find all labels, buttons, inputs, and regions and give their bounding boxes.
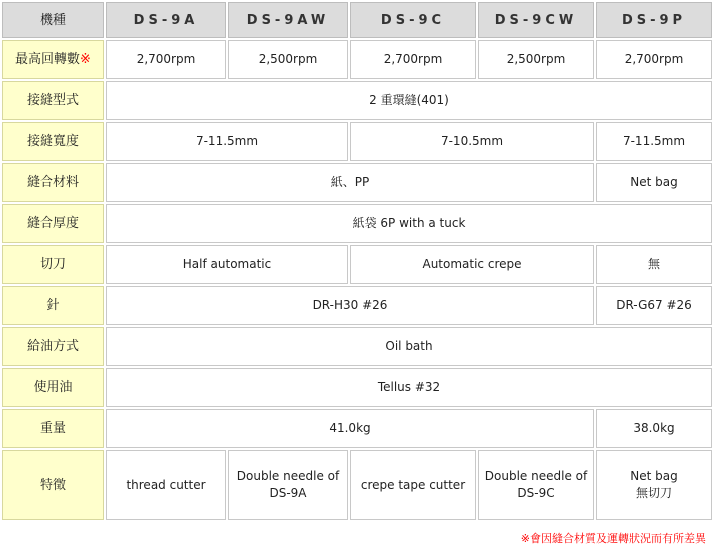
cell-line: thread cutter bbox=[126, 477, 206, 492]
table-cell: DR-H30 #26 bbox=[106, 286, 594, 325]
table-cell: 2,500rpm bbox=[478, 40, 594, 79]
row-label: 給油方式 bbox=[2, 327, 104, 366]
table-cell: 紙袋 6P with a tuck bbox=[106, 204, 712, 243]
header-row bbox=[2, 2, 712, 38]
row-oiling bbox=[2, 327, 712, 366]
table-cell: 38.0kg bbox=[596, 409, 712, 448]
model-header: DS-9CW bbox=[478, 2, 594, 38]
table-cell bbox=[596, 450, 712, 520]
cell-line: DS-9C bbox=[517, 486, 555, 500]
row-label: 縫合材料 bbox=[2, 163, 104, 202]
corner-header: 機種 bbox=[2, 2, 104, 38]
row-label: 縫合厚度 bbox=[2, 204, 104, 243]
cell-line: Double needle of bbox=[236, 469, 340, 483]
row-thickness bbox=[2, 204, 712, 243]
row-cutter bbox=[2, 245, 712, 284]
table-cell: Automatic crepe bbox=[350, 245, 594, 284]
cell-line: crepe tape cutter bbox=[360, 477, 466, 492]
table-cell: 7-10.5mm bbox=[350, 122, 594, 161]
note-mark: ※ bbox=[80, 52, 91, 67]
table-cell bbox=[106, 450, 226, 520]
model-header: DS-9AW bbox=[228, 2, 348, 38]
row-needle bbox=[2, 286, 712, 325]
row-features bbox=[2, 450, 712, 520]
table-cell: 2,700rpm bbox=[596, 40, 712, 79]
cell-line: Double needle of bbox=[484, 469, 588, 483]
row-stitch-type bbox=[2, 81, 712, 120]
row-label: 針 bbox=[2, 286, 104, 325]
table-cell: 41.0kg bbox=[106, 409, 594, 448]
table-cell bbox=[478, 450, 594, 520]
row-stitch-width bbox=[2, 122, 712, 161]
table-cell: Tellus #32 bbox=[106, 368, 712, 407]
model-header: DS-9C bbox=[350, 2, 476, 38]
table-cell: 7-11.5mm bbox=[596, 122, 712, 161]
row-label-text: 最高回轉數 bbox=[15, 52, 81, 67]
cell-line: DS-9A bbox=[269, 486, 307, 500]
table-cell: 7-11.5mm bbox=[106, 122, 348, 161]
model-header: DS-9P bbox=[596, 2, 712, 38]
table-cell: 2,700rpm bbox=[350, 40, 476, 79]
row-material bbox=[2, 163, 712, 202]
table-cell: 2 重環縫(401) bbox=[106, 81, 712, 120]
row-label bbox=[2, 40, 104, 79]
row-label: 接縫型式 bbox=[2, 81, 104, 120]
model-header: DS-9A bbox=[106, 2, 226, 38]
table-cell: Half automatic bbox=[106, 245, 348, 284]
table-cell: 2,700rpm bbox=[106, 40, 226, 79]
table-cell: 2,500rpm bbox=[228, 40, 348, 79]
table-cell: Oil bath bbox=[106, 327, 712, 366]
table-cell bbox=[228, 450, 348, 520]
row-max-speed bbox=[2, 40, 712, 79]
row-label: 特徵 bbox=[2, 450, 104, 520]
row-label: 重量 bbox=[2, 409, 104, 448]
table-cell: 無 bbox=[596, 245, 712, 284]
table-cell: Net bag bbox=[596, 163, 712, 202]
row-weight bbox=[2, 409, 712, 448]
footnote: ※會因縫合材質及運轉狀況而有所差異 bbox=[520, 532, 706, 545]
table-cell bbox=[350, 450, 476, 520]
row-label: 接縫寬度 bbox=[2, 122, 104, 161]
table-cell: 紙、PP bbox=[106, 163, 594, 202]
row-label: 使用油 bbox=[2, 368, 104, 407]
cell-line: 無切刀 bbox=[635, 486, 672, 500]
row-oil bbox=[2, 368, 712, 407]
row-label: 切刀 bbox=[2, 245, 104, 284]
table-cell: DR-G67 #26 bbox=[596, 286, 712, 325]
cell-line: Net bag bbox=[630, 469, 678, 483]
